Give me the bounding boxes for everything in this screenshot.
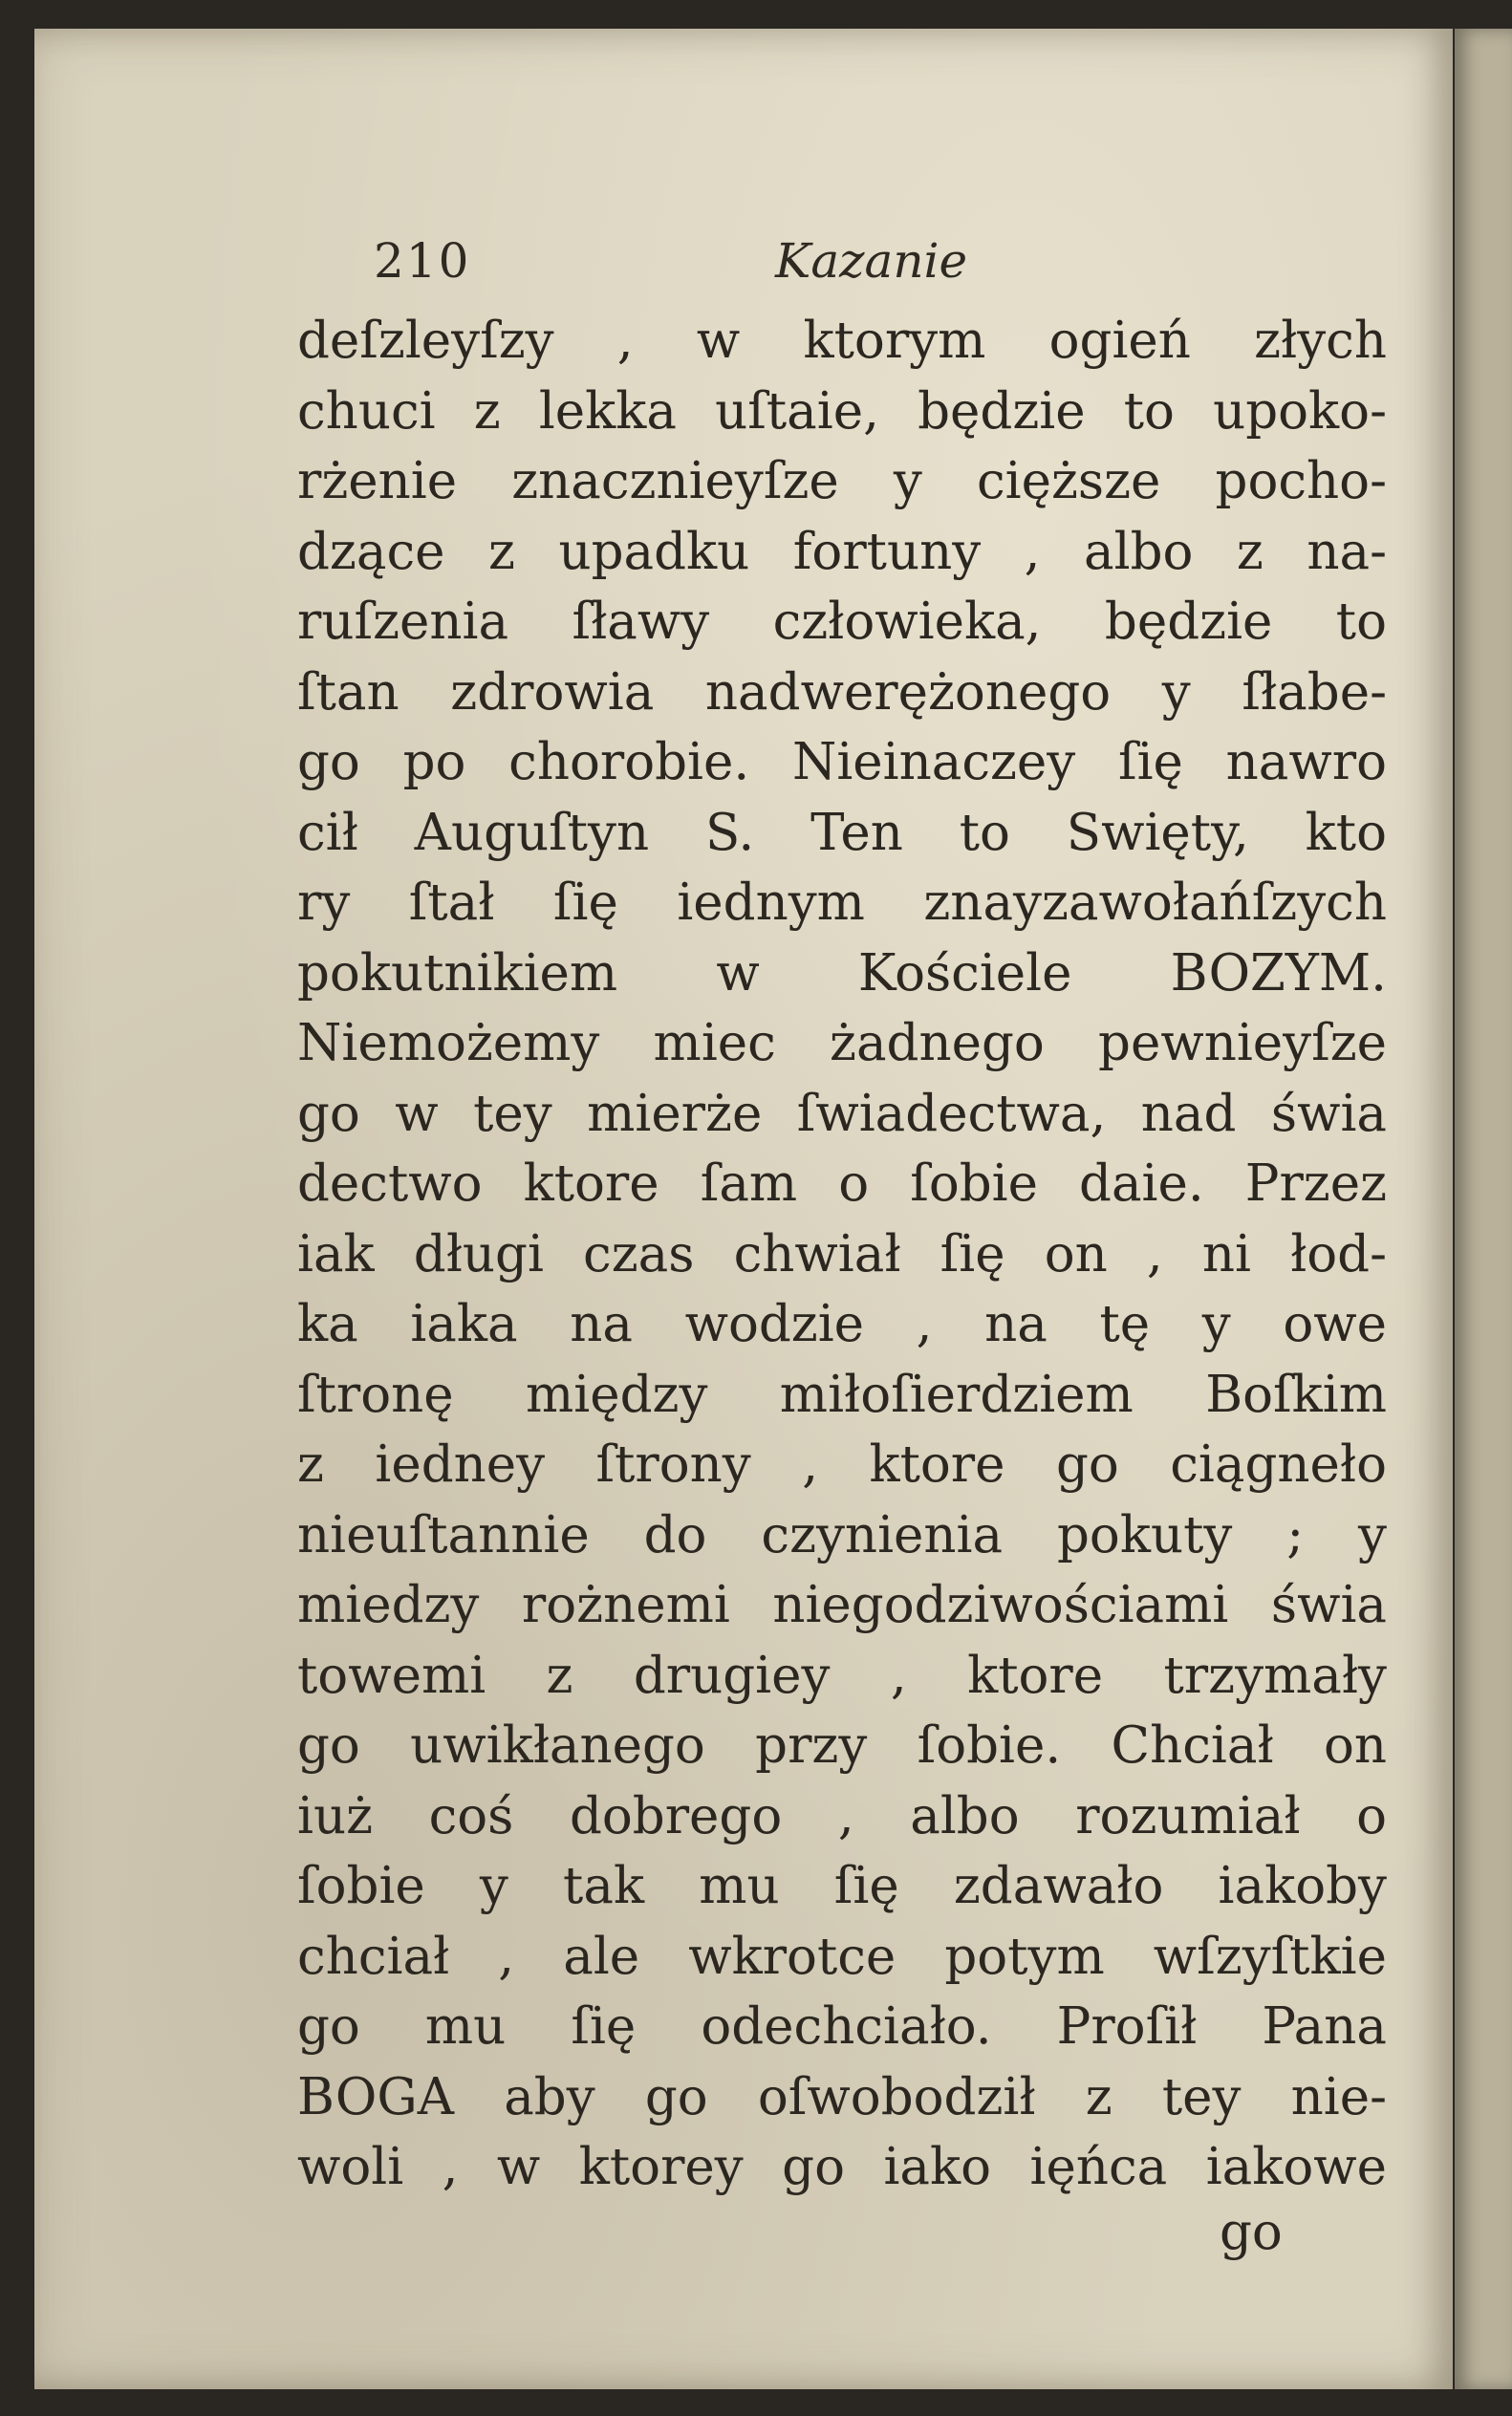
text-line: z iedney ſtrony , ktore go ciągneło — [297, 1435, 1387, 1494]
text-line: dectwo ktore ſam o ſobie daie. Przez — [297, 1154, 1387, 1213]
text-line: ka iaka na wodzie , na tę y owe — [297, 1295, 1387, 1353]
page-number: 210 — [374, 233, 471, 289]
text-line: ry ſtał ſię iednym znayzawołańſzych — [297, 874, 1387, 932]
text-line: cił Auguſtyn S. Ten to Swięty, kto — [297, 803, 1387, 862]
text-line: ruſzenia ſławy człowieka, będzie to — [297, 593, 1387, 651]
text-line: ſobie y tak mu ſię zdawało iakoby — [297, 1857, 1387, 1915]
text-line: towemi z drugiey , ktore trzymały — [297, 1646, 1387, 1705]
text-line: woli , w ktorey go iako ięńca iakowe — [297, 2138, 1387, 2196]
book-page — [34, 29, 1453, 2389]
page-header — [374, 227, 1377, 294]
text-line: miedzy rożnemi niegodziwościami świa — [297, 1576, 1387, 1634]
text-line: deſzleyſzy , w ktorym ogień złych — [297, 312, 1387, 370]
text-line: BOGA aby go oſwobodził z tey nie- — [297, 2067, 1387, 2126]
text-line: chciał , ale wkrotce potym wſzyſtkie — [297, 1927, 1387, 1986]
text-line: dzące z upadku fortuny , albo z na- — [297, 522, 1387, 581]
text-line: go mu ſię odechciało. Proſił Pana — [297, 1997, 1387, 2056]
text-line: iuż coś dobrego , albo rozumiał o — [297, 1786, 1387, 1845]
text-line: ſtronę między miłoſierdziem Boſkim — [297, 1365, 1387, 1424]
facing-page-edge — [1455, 29, 1512, 2389]
text-line: ſtan zdrowia nadwerężonego y ſłabe- — [297, 662, 1387, 722]
body-text — [297, 306, 1387, 2203]
text-line: nieuſtannie do czynienia pokuty ; y — [297, 1505, 1387, 1564]
text-line: chuci z lekka uſtaie, będzie to upoko- — [297, 381, 1387, 441]
text-line: Niemożemy miec żadnego pewnieyſze — [297, 1014, 1387, 1072]
text-line: go uwikłanego przy ſobie. Chciał on — [297, 1716, 1387, 1775]
text-line: go po chorobie. Nieinaczey ſię nawro — [297, 733, 1387, 791]
text-line: pokutnikiem w Kościele BOZYM. — [297, 943, 1387, 1003]
catchword: go — [1220, 2203, 1283, 2261]
text-line: go w tey mierże ſwiadectwa, nad świa — [297, 1084, 1387, 1143]
text-line: iak długi czas chwiał ſię on , ni łod- — [297, 1224, 1387, 1284]
text-line: rżenie znacznieyſze y cięższe pocho- — [297, 452, 1387, 510]
running-head: Kazanie — [775, 233, 968, 289]
